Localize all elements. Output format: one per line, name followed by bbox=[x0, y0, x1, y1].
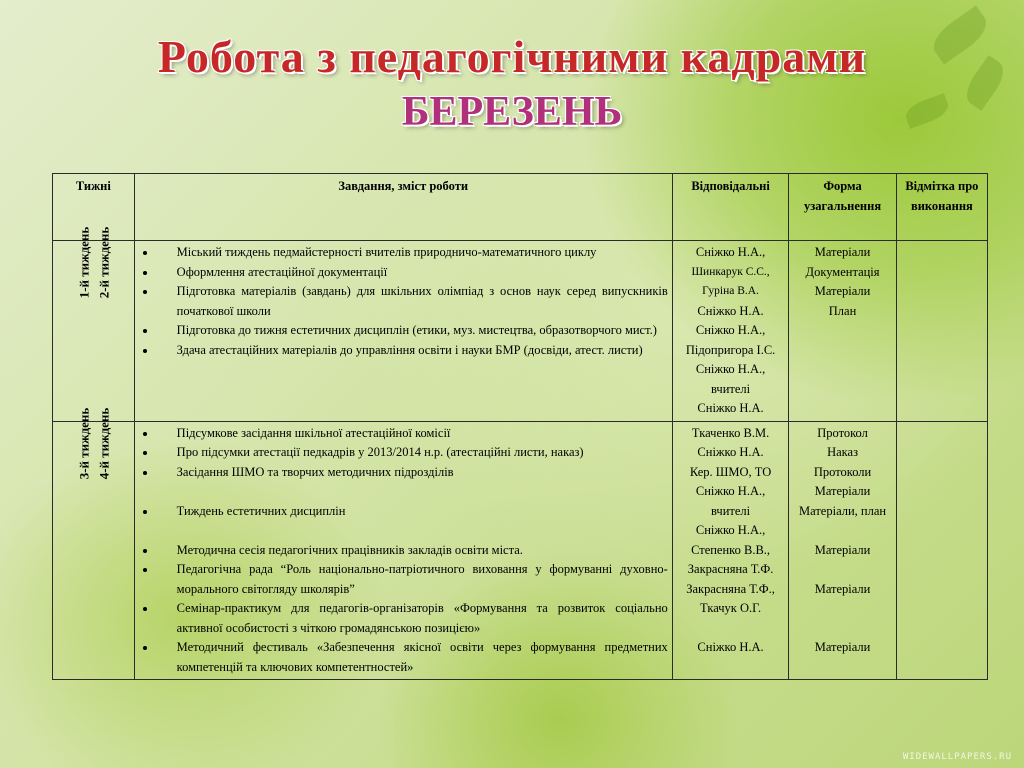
page-subtitle-month: БЕРЕЗЕНЬ bbox=[401, 89, 623, 135]
form-line: Матеріали bbox=[814, 640, 871, 654]
form-line bbox=[793, 599, 891, 619]
form-line: Матеріали bbox=[814, 284, 871, 298]
list-item: • Здача атестаційних матеріалів до управління освіти і науки БМР (досвіди, атест. листи) bbox=[157, 341, 668, 361]
form-line: Матеріали bbox=[814, 542, 871, 557]
responsible-line: вчителі bbox=[711, 503, 751, 518]
header-weeks: Тижні bbox=[53, 174, 135, 241]
form-line: План bbox=[828, 303, 857, 318]
form-line: Матеріали bbox=[814, 484, 871, 498]
week-label-line: 2-й тиждень bbox=[95, 226, 111, 299]
form-line: Протоколи bbox=[813, 464, 872, 479]
week-label-line: 3-й тиждень bbox=[75, 407, 91, 479]
list-item: • Тиждень естетичних дисциплін bbox=[157, 502, 668, 522]
responsible-line: Степенко В.В., bbox=[691, 542, 771, 557]
list-item: • Педагогічна рада “Роль національно-патріотичного виховання у формуванні духовно-морального світогляду школярів” bbox=[157, 560, 668, 599]
week-cell bbox=[53, 407, 135, 680]
responsible-line: Сніжко Н.А., bbox=[695, 323, 766, 337]
form-line bbox=[793, 521, 891, 541]
list-item: • Підготовка матеріалів (завдань) для шкільних олімпіад з основ наук серед випускників початкової школи bbox=[157, 282, 668, 321]
responsible-line: Сніжко Н.А. bbox=[697, 303, 764, 318]
list-item: • Засідання ШМО та творчих методичних підрозділів bbox=[157, 463, 668, 483]
responsible-line: Гуріна В.А. bbox=[702, 285, 759, 297]
week-label bbox=[74, 227, 113, 299]
list-item: • Методична сесія педагогічних працівників закладів освіти міста. bbox=[157, 541, 668, 561]
form-line: Матеріали, план bbox=[799, 503, 887, 518]
mark-cell bbox=[896, 241, 987, 422]
responsible-line: Сніжко Н.А., bbox=[695, 362, 766, 376]
table-row bbox=[53, 241, 988, 422]
task-list bbox=[139, 424, 668, 678]
responsible-line: Ткаченко В.М. bbox=[691, 425, 770, 440]
form-line bbox=[793, 619, 891, 639]
responsible-line: Ткачук О.Г. bbox=[700, 601, 762, 615]
responsible-line: Шинкарук С.С., bbox=[691, 265, 770, 278]
task-list bbox=[139, 243, 668, 360]
responsible-line: Закрасняна Т.Ф. bbox=[687, 562, 774, 576]
list-item: • Семінар-практикум для педагогів-організаторів «Формування та розвиток соціально активної особистості з чіткою громадянською позицією» bbox=[157, 599, 668, 638]
responsible-line: Сніжко Н.А., bbox=[695, 523, 766, 537]
week-label-line: 1-й тиждень bbox=[75, 226, 91, 299]
list-item: • Оформлення атестаційної документації bbox=[157, 263, 668, 283]
form-cell bbox=[789, 421, 896, 680]
form-line: Документація bbox=[805, 264, 880, 279]
form-line: Наказ bbox=[827, 445, 859, 459]
week-label bbox=[74, 407, 113, 479]
header-responsible: Відповідальні bbox=[672, 174, 789, 241]
responsible-line: Сніжко Н.А., bbox=[695, 484, 766, 498]
responsible-line: Кер. ШМО, ТО bbox=[689, 464, 772, 479]
mark-cell bbox=[896, 421, 987, 680]
page-title: Робота з педагогічними кадрами bbox=[157, 31, 867, 82]
responsible-cell bbox=[672, 421, 789, 680]
week-cell bbox=[53, 226, 135, 422]
table-row bbox=[53, 421, 988, 680]
form-cell bbox=[789, 241, 896, 422]
form-line: Матеріали bbox=[814, 581, 871, 596]
watermark: WIDEWALLPAPERS.RU bbox=[902, 752, 1012, 762]
form-line: Протокол bbox=[817, 425, 868, 440]
table-header-row bbox=[53, 174, 988, 241]
header-form: Форма узагальнення bbox=[789, 174, 896, 241]
week-label-line: 4-й тиждень bbox=[95, 407, 111, 479]
tasks-cell bbox=[134, 241, 672, 422]
list-item: • Методичний фестиваль «Забезпечення якісної освіти через формування предметних компетенцій та ключових компетентностей» bbox=[157, 638, 668, 677]
responsible-cell bbox=[672, 241, 789, 422]
responsible-line: Сніжко Н.А. bbox=[697, 640, 764, 654]
tasks-cell bbox=[134, 421, 672, 680]
list-item: • Міський тиждень педмайстерності вчителів природничо-математичного циклу bbox=[157, 243, 668, 263]
responsible-line: Сніжко Н.А. bbox=[697, 445, 764, 459]
responsible-line: Закрасняна Т.Ф., bbox=[686, 581, 775, 596]
list-item: • Підсумкове засідання шкільної атестаційної комісії bbox=[157, 424, 668, 444]
form-line bbox=[793, 560, 891, 580]
form-line: Матеріали bbox=[814, 245, 871, 259]
responsible-line: Підопригора І.С. bbox=[685, 342, 776, 357]
list-item: • Про підсумки атестації педкадрів у 2013/2014 н.р. (атестаційні листи, наказ) bbox=[157, 443, 668, 463]
responsible-line: вчителі bbox=[711, 381, 751, 396]
responsible-line: Сніжко Н.А. bbox=[697, 401, 764, 415]
responsible-line bbox=[677, 619, 785, 639]
header-mark: Відмітка про виконання bbox=[896, 174, 987, 241]
list-item: • Підготовка до тижня естетичних дисциплін (етики, муз. мистецтва, образотворчого мист.) bbox=[157, 321, 668, 341]
responsible-line: Сніжко Н.А., bbox=[695, 245, 766, 259]
work-plan-table bbox=[52, 173, 988, 680]
header-tasks: Завдання, зміст роботи bbox=[134, 174, 672, 241]
